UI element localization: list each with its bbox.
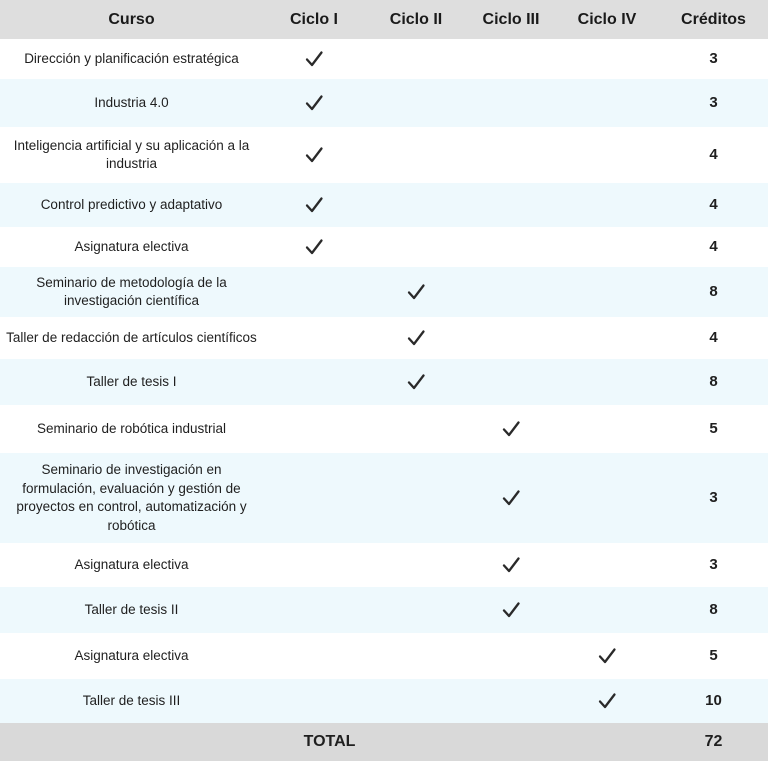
course-name: Seminario de robótica industrial [36, 420, 227, 436]
course-credits: 3 [709, 93, 718, 111]
ciclo-3-cell [467, 359, 555, 405]
table-row [0, 267, 768, 317]
check-icon [501, 419, 521, 439]
ciclo-1-cell [263, 79, 365, 127]
course-credits: 3 [709, 49, 718, 67]
ciclo-1-cell [263, 453, 365, 543]
ciclo-3-cell [467, 227, 555, 267]
ciclo-3-cell [467, 317, 555, 359]
header-curso: Curso [108, 10, 155, 28]
ciclo-3-cell [467, 127, 555, 183]
course-name: Taller de tesis II [84, 601, 179, 617]
course-credits: 3 [709, 555, 718, 573]
ciclo-1-cell [263, 633, 365, 679]
ciclo-2-cell [365, 633, 467, 679]
ciclo-2-cell [365, 39, 467, 79]
ciclo-1-cell [263, 183, 365, 227]
ciclo-2-cell [365, 453, 467, 543]
ciclo-3-cell [467, 79, 555, 127]
course-name: Taller de redacción de artículos científicos [6, 329, 257, 345]
ciclo-4-cell [555, 633, 659, 679]
course-name: Dirección y planificación estratégica [24, 50, 239, 66]
header-ciclo-2: Ciclo II [389, 10, 443, 28]
course-name: Seminario de metodología de la investigación científica [36, 274, 227, 308]
check-icon [304, 93, 324, 113]
ciclo-3-cell [467, 587, 555, 633]
course-name: Taller de tesis III [82, 692, 181, 708]
course-credits: 4 [709, 237, 718, 255]
ciclo-3-cell [467, 39, 555, 79]
course-name: Asignatura electiva [74, 647, 189, 663]
ciclo-2-cell [365, 679, 467, 723]
ciclo-4-cell [555, 453, 659, 543]
ciclo-1-cell [263, 405, 365, 453]
ciclo-1-cell [263, 359, 365, 405]
check-icon [304, 49, 324, 69]
ciclo-4-cell [555, 317, 659, 359]
table-row [0, 317, 768, 359]
course-name: Taller de tesis I [86, 373, 177, 389]
table-row [0, 127, 768, 183]
ciclo-3-cell [467, 543, 555, 587]
check-icon [406, 328, 426, 348]
header-ciclo-3: Ciclo III [482, 10, 540, 28]
ciclo-2-cell [365, 587, 467, 633]
course-credits: 10 [705, 691, 722, 709]
course-name: Control predictivo y adaptativo [40, 196, 223, 212]
ciclo-4-cell [555, 679, 659, 723]
ciclo-4-cell [555, 39, 659, 79]
total-value: 72 [704, 733, 723, 750]
ciclo-1-cell [263, 227, 365, 267]
ciclo-2-cell [365, 127, 467, 183]
check-icon [406, 282, 426, 302]
ciclo-3-cell [467, 679, 555, 723]
check-icon [597, 691, 617, 711]
check-icon [501, 555, 521, 575]
total-label: TOTAL [303, 733, 356, 750]
course-name: Industria 4.0 [94, 94, 169, 110]
ciclo-4-cell [555, 543, 659, 587]
header-row [0, 0, 768, 39]
ciclo-2-cell [365, 359, 467, 405]
check-icon [501, 600, 521, 620]
ciclo-4-cell [555, 267, 659, 317]
course-list [0, 39, 768, 723]
ciclo-4-cell [555, 227, 659, 267]
ciclo-4-cell [555, 183, 659, 227]
table-row [0, 679, 768, 723]
ciclo-1-cell [263, 679, 365, 723]
total-row [0, 723, 768, 761]
course-name: Asignatura electiva [74, 556, 189, 572]
ciclo-2-cell [365, 267, 467, 317]
course-name: Inteligencia artificial y su aplicación a la industria [13, 137, 250, 171]
course-name: Asignatura electiva [74, 238, 189, 254]
course-credits: 4 [709, 195, 718, 213]
check-icon [304, 195, 324, 215]
course-credits: 4 [709, 328, 718, 346]
ciclo-2-cell [365, 227, 467, 267]
ciclo-4-cell [555, 587, 659, 633]
ciclo-1-cell [263, 127, 365, 183]
course-credits: 8 [709, 600, 718, 618]
ciclo-1-cell [263, 267, 365, 317]
ciclo-3-cell [467, 633, 555, 679]
check-icon [304, 237, 324, 257]
check-icon [501, 488, 521, 508]
ciclo-3-cell [467, 453, 555, 543]
course-credits: 8 [709, 372, 718, 390]
ciclo-1-cell [263, 587, 365, 633]
ciclo-1-cell [263, 317, 365, 359]
table-row [0, 183, 768, 227]
ciclo-1-cell [263, 39, 365, 79]
course-credits: 5 [709, 646, 718, 664]
table-row [0, 633, 768, 679]
ciclo-3-cell [467, 267, 555, 317]
ciclo-2-cell [365, 317, 467, 359]
course-credits: 8 [709, 282, 718, 300]
table-row [0, 79, 768, 127]
table-row [0, 453, 768, 543]
table-row [0, 359, 768, 405]
ciclo-4-cell [555, 79, 659, 127]
course-credits: 3 [709, 488, 718, 506]
ciclo-4-cell [555, 127, 659, 183]
ciclo-1-cell [263, 543, 365, 587]
check-icon [406, 372, 426, 392]
header-ciclo-1: Ciclo I [289, 10, 338, 28]
table-row [0, 543, 768, 587]
ciclo-2-cell [365, 543, 467, 587]
table-row [0, 587, 768, 633]
ciclo-4-cell [555, 405, 659, 453]
course-credits: 4 [709, 145, 718, 163]
header-ciclo-4: Ciclo IV [577, 10, 637, 28]
header-creditos: Créditos [681, 10, 746, 28]
ciclo-2-cell [365, 79, 467, 127]
ciclo-2-cell [365, 183, 467, 227]
ciclo-4-cell [555, 359, 659, 405]
table-row [0, 39, 768, 79]
course-credits: 5 [709, 419, 718, 437]
ciclo-2-cell [365, 405, 467, 453]
check-icon [304, 145, 324, 165]
check-icon [597, 646, 617, 666]
table-row [0, 227, 768, 267]
ciclo-3-cell [467, 183, 555, 227]
course-name: Seminario de investigación en formulación, evaluación y gestión de proyectos en control, automatización y robótica [16, 462, 247, 533]
table-row [0, 405, 768, 453]
ciclo-3-cell [467, 405, 555, 453]
